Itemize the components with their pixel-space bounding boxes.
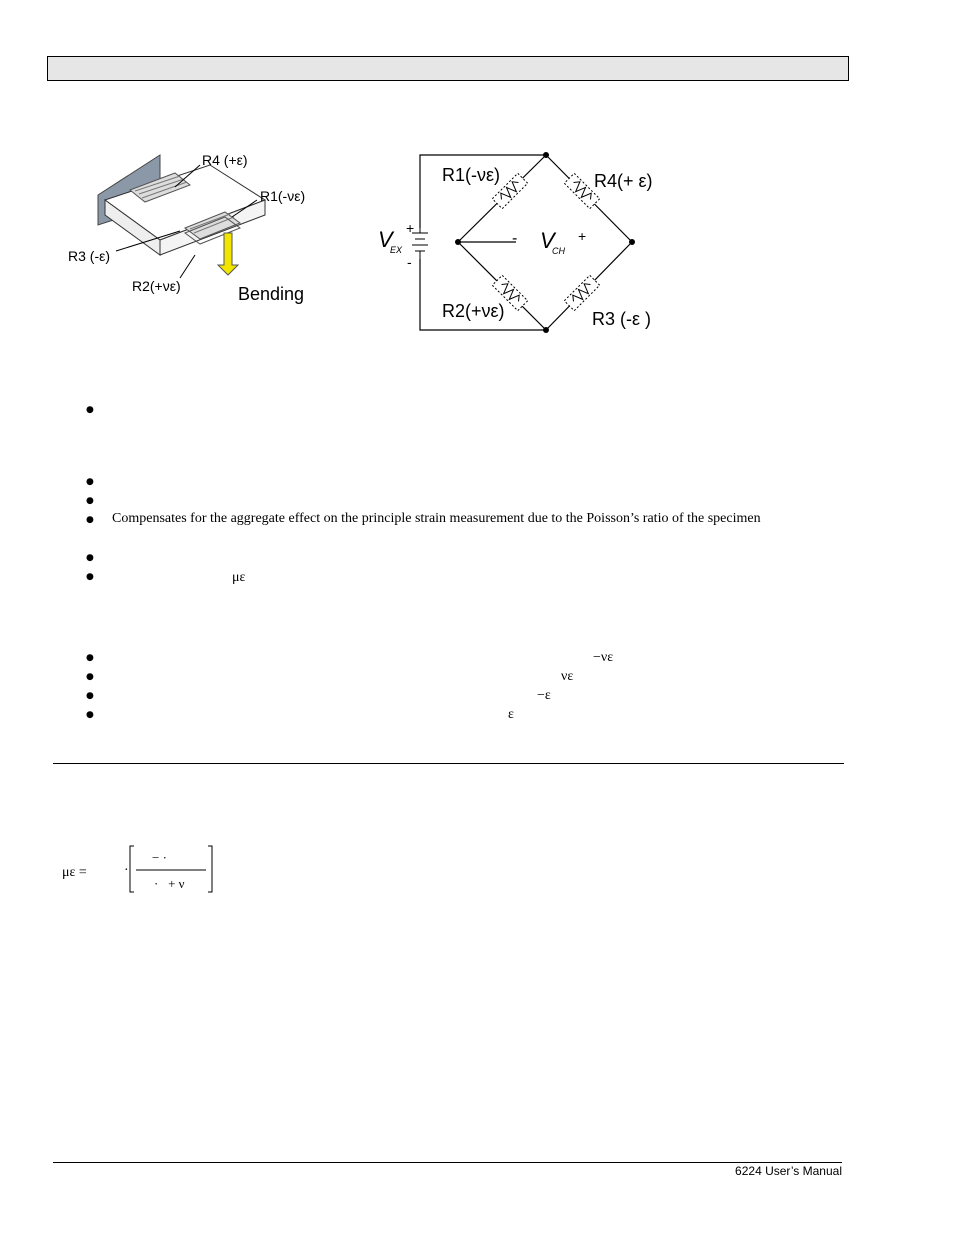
bridge-vch-minus: -: [512, 230, 518, 247]
bridge-vex-plus: +: [406, 220, 415, 236]
footer-manual-title: 6224 User’s Manual: [735, 1164, 842, 1178]
bridge-vch-plus: +: [578, 228, 587, 244]
bridge-label-r4: R4(+ ε): [594, 171, 653, 191]
beam-bending-figure: [60, 145, 330, 315]
bullet-dot: ●: [86, 553, 94, 563]
bullet-dot: ●: [86, 653, 94, 663]
bridge-vch-label: V: [540, 228, 555, 253]
section-header-bar: [47, 56, 849, 81]
bridge-label-r1: R1(-νε): [442, 165, 501, 185]
bullet-compensates-poisson: Compensates for the aggregate effect on the principle strain measurement due to the Poisson’s ratio of the specimen: [112, 511, 761, 526]
formula-dot: ·: [124, 863, 129, 878]
bridge-label-r3: R3 (-ε ): [592, 309, 652, 329]
bullet-dot: ●: [86, 691, 94, 701]
beam-label-r3: R3 (-ε): [68, 248, 111, 264]
strain-symbol-neg-nu-eps: −νε: [593, 650, 614, 665]
bridge-vex-minus: -: [407, 254, 412, 270]
bullet-dot: ●: [86, 477, 94, 487]
beam-label-r2: R2(+νε): [132, 278, 181, 294]
strain-symbol-eps: ε: [508, 707, 514, 722]
beam-label-r1: R1(-νε): [260, 188, 306, 204]
bridge-vch-subscript: CH: [552, 246, 565, 256]
strain-symbol-neg-eps: −ε: [537, 688, 551, 703]
bullet-dot: ●: [86, 496, 94, 506]
bullet-dot: ●: [86, 515, 94, 525]
wheatstone-bridge-figure: [370, 145, 670, 340]
bullet-dot: ●: [86, 710, 94, 720]
strain-symbol-nu-eps: νε: [561, 669, 574, 684]
formula-numerator: − ·: [152, 850, 167, 865]
formula-lhs: με =: [62, 865, 87, 880]
microstrain-symbol: με: [232, 570, 246, 585]
footer-rule: [53, 1162, 842, 1163]
bridge-vex-subscript: EX: [390, 245, 403, 255]
beam-label-r4: R4 (+ε): [202, 152, 248, 168]
bridge-vex-label: V: [378, 227, 393, 252]
bullet-dot: ●: [86, 572, 94, 582]
bullet-dot: ●: [86, 405, 94, 415]
section-divider: [53, 763, 844, 764]
formula-denominator: · + ν: [154, 876, 185, 891]
bullet-dot: ●: [86, 672, 94, 682]
bridge-label-r2: R2(+νε): [442, 301, 505, 321]
strain-formula: [60, 842, 230, 897]
beam-label-bending: Bending: [238, 284, 305, 304]
